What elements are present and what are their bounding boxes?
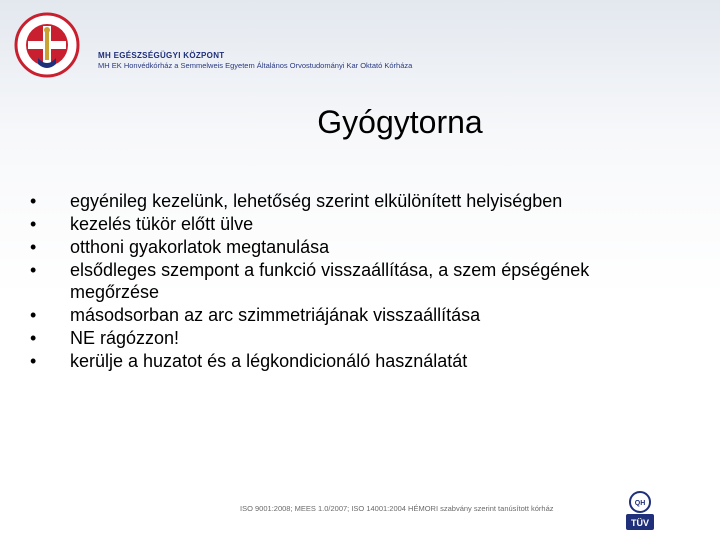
bullet-icon: •: [30, 191, 37, 211]
list-item: [30, 350, 680, 372]
bullet-list: [30, 190, 680, 373]
tuv-badge-icon: [620, 490, 660, 534]
svg-text:QH: QH: [634, 500, 646, 507]
bullet-icon: •: [30, 328, 37, 348]
slide-title-text: Gyógytorna: [317, 104, 483, 140]
list-item: [30, 259, 680, 303]
list-item: [30, 304, 680, 326]
list-item: [30, 327, 680, 349]
organization-subtitle: MH EK Honvédkórház a Semmelweis Egyetem Általános Orvostudományi Kar Oktató Kórháza: [98, 61, 413, 70]
hospital-logo-icon: [14, 12, 80, 78]
list-item: [30, 190, 680, 212]
list-item-text: kezelés tükör előtt ülve: [70, 214, 254, 234]
list-item-text: NE rágózzon!: [70, 328, 180, 348]
organization-block: [98, 51, 412, 71]
bullet-icon: •: [30, 237, 37, 257]
list-item: [30, 236, 680, 258]
bullet-icon: •: [30, 305, 37, 325]
organization-name: MH EGÉSZSÉGÜGYI KÖZPONT: [98, 51, 225, 60]
bullet-icon: •: [30, 351, 37, 371]
tuv-badge-text: TÜV: [631, 518, 649, 528]
bullet-icon: •: [30, 260, 37, 280]
list-item: [30, 213, 680, 235]
list-item-text: másodsorban az arc szimmetriájának visszaállítása: [70, 305, 481, 325]
list-item-text: kerülje a huzatot és a légkondicionáló használatát: [70, 351, 468, 371]
header: [14, 12, 714, 84]
certification-footer: ISO 9001:2008; MEES 1.0/2007; ISO 14001:2004 HÉMORI szabvány szerint tanúsított kórház: [240, 504, 554, 513]
slide-title: [0, 104, 720, 141]
list-item-text: otthoni gyakorlatok megtanulása: [70, 237, 330, 257]
list-item-text: elsődleges szempont a funkció visszaállítása, a szem épségének megőrzése: [70, 260, 590, 302]
bullet-icon: •: [30, 214, 37, 234]
list-item-text: egyénileg kezelünk, lehetőség szerint elkülönített helyiségben: [70, 191, 563, 211]
